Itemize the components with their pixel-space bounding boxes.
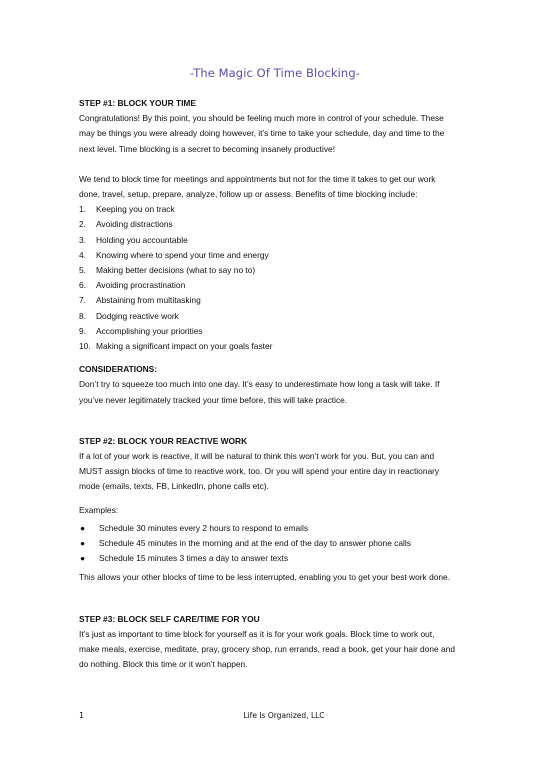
step1-para1-line: next level. Time blocking is a secret to becoming insanely productive! — [79, 143, 336, 154]
list-number: 6. — [79, 280, 86, 291]
considerations-line: Don’t try to squeeze too much into one day. It’s easy to underestimate how long a task will take. If — [79, 379, 440, 390]
benefits-list — [79, 202, 489, 354]
examples-label: Examples: — [79, 504, 119, 515]
step1-para2-line: We tend to block time for meetings and appointments but not for the time it takes to get our work — [79, 173, 436, 184]
list-item — [79, 339, 489, 354]
list-number: 4. — [79, 249, 86, 260]
list-item — [79, 278, 489, 293]
list-item — [79, 233, 489, 248]
document-title: -The Magic Of Time Blocking- — [190, 66, 360, 80]
list-number: 5. — [79, 265, 86, 276]
list-text: Avoiding distractions — [96, 219, 173, 230]
step1-para1-line: Congratulations! By this point, you should be feeling much more in control of your schedule. These — [79, 113, 444, 124]
list-item — [79, 293, 489, 308]
list-text: Keeping you on track — [96, 204, 175, 215]
list-text: Making better decisions (what to say no to) — [96, 265, 256, 276]
list-text: Schedule 15 minutes 3 times a day to answer texts — [99, 553, 289, 564]
list-text: Abstaining from multitasking — [96, 295, 201, 306]
list-text: Avoiding procrastination — [96, 280, 186, 291]
step1-para1-line: may be things you were already doing however, it’s time to take your schedule, day and time to the — [79, 128, 445, 139]
step3-line: make meals, exercise, meditate, pray, grocery shop, run errands, read a book, get your hair done and — [79, 644, 455, 655]
step2-line: If a lot of your work is reactive, it will be natural to think this won’t work for you. But, you can and — [79, 451, 435, 462]
list-item — [79, 536, 489, 551]
step2-line: mode (emails, texts, FB, LinkedIn, phone calls etc). — [79, 481, 269, 492]
list-text: Accomplishing your priorities — [96, 325, 203, 336]
examples-list — [79, 521, 489, 567]
step2-line: MUST assign blocks of time to reactive work, too. Or you will spend your entire day in reactionary — [79, 466, 440, 477]
list-item — [79, 217, 489, 232]
list-number: 1. — [79, 204, 86, 215]
step3-line: It’s just as important to time block for yourself as it is for your work goals. Block time to work out, — [79, 628, 435, 639]
list-item — [79, 202, 489, 217]
list-number: 9. — [79, 325, 86, 336]
list-text: Knowing where to spend your time and energy — [96, 249, 269, 260]
list-text: Schedule 30 minutes every 2 hours to respond to emails — [99, 522, 309, 533]
list-text: Making a significant impact on your goals faster — [96, 341, 273, 352]
step3-heading: STEP #3: BLOCK SELF CARE/TIME FOR YOU — [79, 613, 260, 624]
document-body — [79, 96, 489, 673]
list-item — [79, 263, 489, 278]
bullet-icon: ● — [80, 522, 86, 533]
list-text: Schedule 45 minutes in the morning and at the end of the day to answer phone calls — [99, 538, 411, 549]
step1-para2-line: done, travel, setup, prepare, analyze, follow up or assess. Benefits of time blocking include: — [79, 189, 418, 200]
list-item — [79, 248, 489, 263]
list-item — [79, 521, 489, 536]
list-text: Dodging reactive work — [96, 310, 179, 321]
list-number: 2. — [79, 219, 86, 230]
step2-heading: STEP #2: BLOCK YOUR REACTIVE WORK — [79, 435, 248, 446]
considerations-heading: CONSIDERATIONS: — [79, 364, 158, 375]
list-item — [79, 324, 489, 339]
page-number: 1 — [79, 711, 85, 720]
list-text: Holding you accountable — [96, 234, 188, 245]
considerations-line: you’ve never legitimately tracked your time before, this will take practice. — [79, 394, 348, 405]
list-number: 7. — [79, 295, 86, 306]
footer-company: Life Is Organized, LLC — [243, 711, 325, 720]
list-number: 8. — [79, 310, 86, 321]
bullet-icon: ● — [80, 553, 86, 564]
list-number: 10. — [79, 341, 91, 352]
list-number: 3. — [79, 234, 86, 245]
step2-closing: This allows your other blocks of time to be less interrupted, enabling you to get your best work done. — [79, 572, 451, 583]
list-item — [79, 309, 489, 324]
list-item — [79, 551, 489, 566]
step1-heading: STEP #1: BLOCK YOUR TIME — [79, 98, 196, 108]
bullet-icon: ● — [80, 538, 86, 549]
step3-line: do nothing. Block this time or it won’t happen. — [79, 659, 248, 670]
